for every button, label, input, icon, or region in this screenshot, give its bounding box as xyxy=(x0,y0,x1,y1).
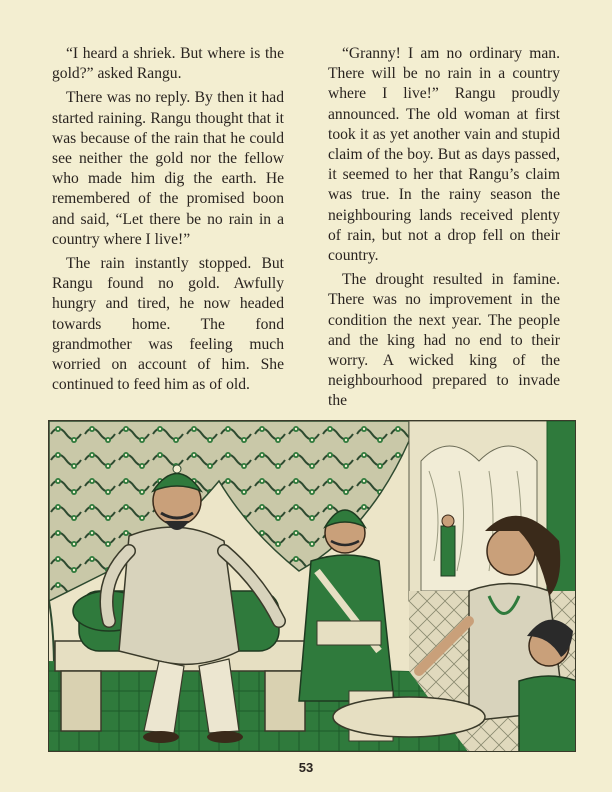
page-number: 53 xyxy=(298,760,314,775)
story-illustration xyxy=(48,420,576,752)
right-text-column xyxy=(328,44,560,416)
paragraph: There was no reply. By then it had started raining. Rangu thought that it was because of the rain that he could see neither the gold nor the fellow who made him dig the earth. He remembered of the promised boon and said, “Let there be no rain in a country where I live!” xyxy=(52,89,284,248)
paragraph: “I heard a shriek. But where is the gold?” asked Rangu. xyxy=(52,45,284,83)
paragraph: “Granny! I am no ordinary man. There will be no rain in a country where I live!” Rangu proudly announced. The old woman at first took it as yet another vain and stupid claim of the boy. But as days passed, it seemed to her that Rangu’s claim was true. In the rainy season the neighbouring lands received plenty of rain, but not a drop fell on their country. xyxy=(328,45,560,265)
paragraph: The drought resulted in famine. There was no improvement in the condition the next year. The people and the king had no end to their worry. A wicked king of the neighbourhood prepared to invade the xyxy=(328,271,560,410)
left-text-column xyxy=(52,44,284,399)
court-scene-illustration xyxy=(49,421,576,752)
paragraph: The rain instantly stopped. But Rangu found no gold. Awfully hungry and tired, he now headed towards home. The fond grandmother was feeling much worried on account of him. She continued to feed him as of old. xyxy=(52,255,284,394)
